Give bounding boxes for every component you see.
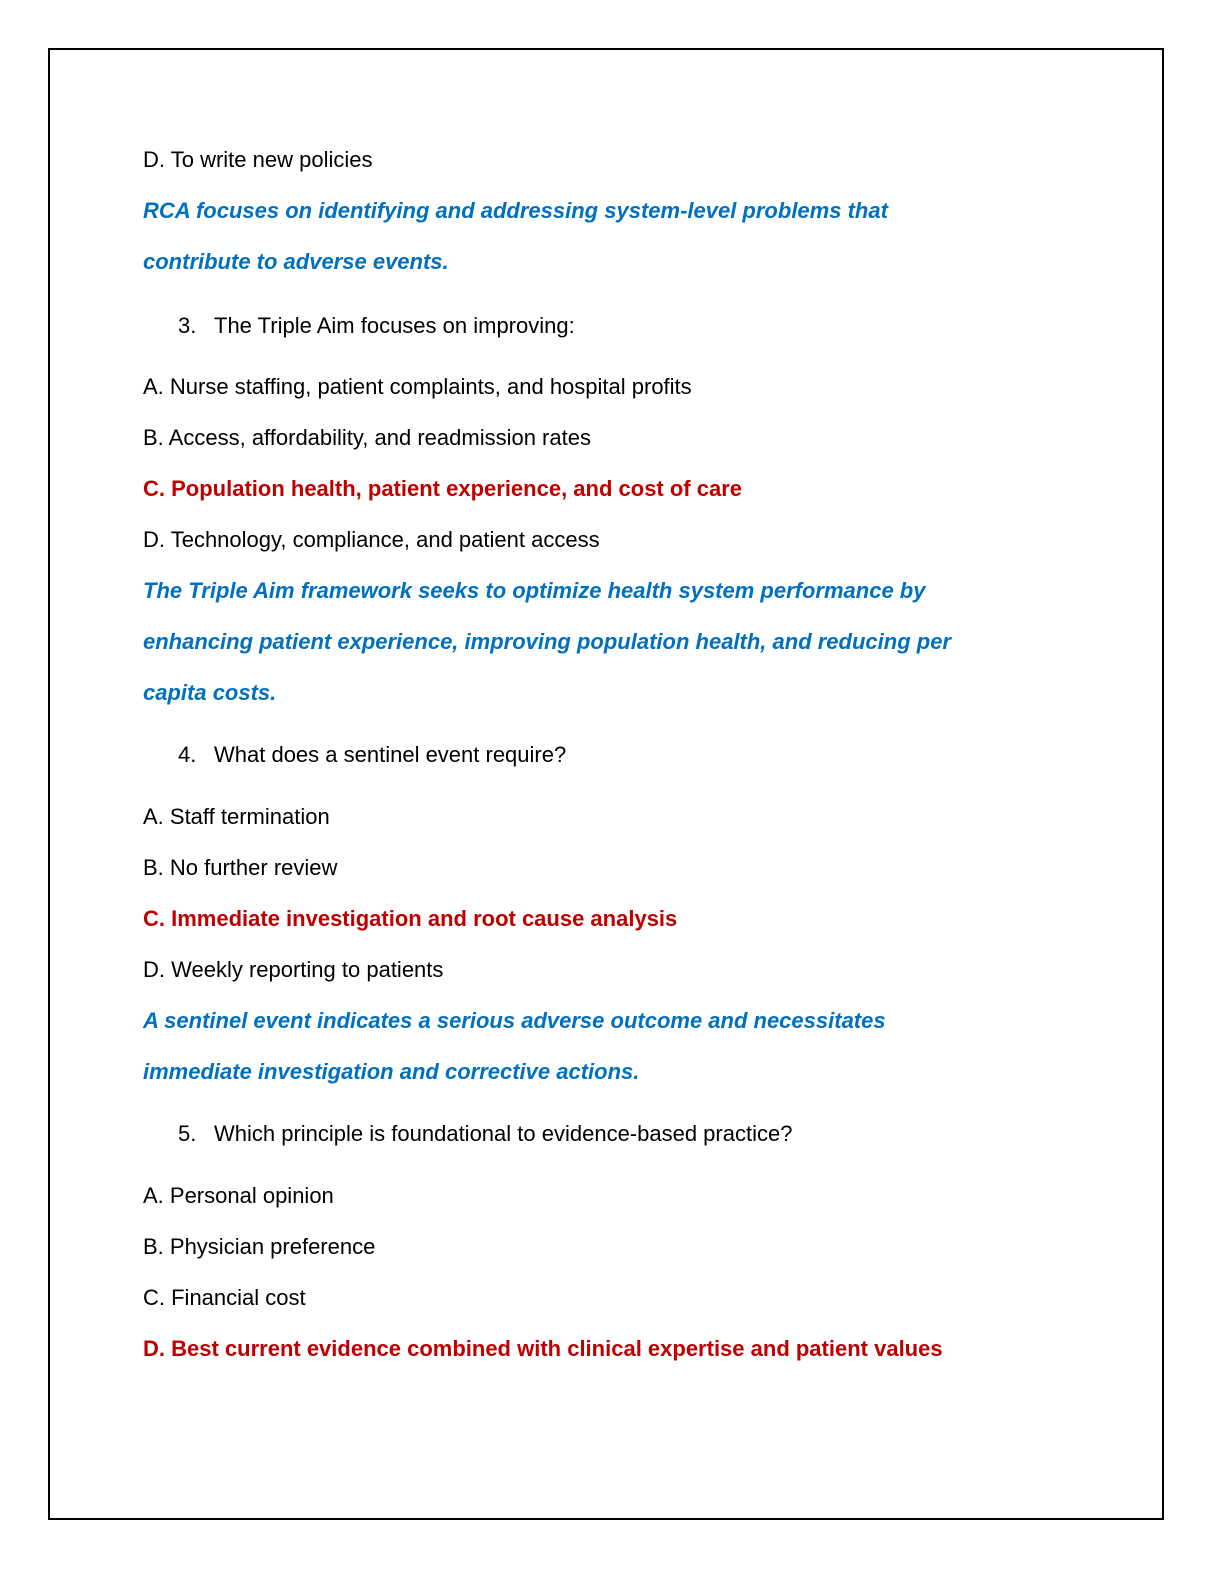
explanation-text: immediate investigation and corrective actions. — [143, 1059, 640, 1084]
explanation-text: A sentinel event indicates a serious adverse outcome and necessitates — [143, 1008, 886, 1033]
option-text: B. No further review — [143, 855, 338, 880]
option-text: D. Weekly reporting to patients — [143, 957, 444, 982]
explanation-text: RCA focuses on identifying and addressing system-level problems that — [143, 198, 888, 223]
option-text: D. Technology, compliance, and patient access — [143, 527, 600, 552]
option-text: A. Nurse staffing, patient complaints, and hospital profits — [143, 374, 692, 399]
explanation-text: capita costs. — [143, 680, 277, 705]
question-3 — [178, 312, 575, 340]
question-text: Which principle is foundational to evidence-based practice? — [214, 1121, 793, 1146]
question-number: 5. — [178, 1121, 197, 1146]
correct-answer: D. Best current evidence combined with clinical expertise and patient values — [143, 1336, 943, 1361]
option-text: A. Personal opinion — [143, 1183, 334, 1208]
question-5 — [178, 1120, 792, 1148]
correct-answer: C. Population health, patient experience, and cost of care — [143, 476, 743, 501]
explanation-text: enhancing patient experience, improving population health, and reducing per — [143, 629, 951, 654]
option-text: A. Staff termination — [143, 804, 330, 829]
explanation-text: The Triple Aim framework seeks to optimize health system performance by — [143, 578, 926, 603]
question-4 — [178, 741, 566, 769]
option-text: C. Financial cost — [143, 1285, 306, 1310]
question-number: 4. — [178, 742, 197, 767]
correct-answer: C. Immediate investigation and root cause analysis — [143, 906, 678, 931]
question-number: 3. — [178, 313, 197, 338]
option-text: B. Access, affordability, and readmission rates — [143, 425, 591, 450]
question-text: What does a sentinel event require? — [214, 742, 567, 767]
explanation-text: contribute to adverse events. — [143, 249, 449, 274]
option-text: D. To write new policies — [143, 147, 373, 172]
option-text: B. Physician preference — [143, 1234, 376, 1259]
question-text: The Triple Aim focuses on improving: — [214, 313, 575, 338]
